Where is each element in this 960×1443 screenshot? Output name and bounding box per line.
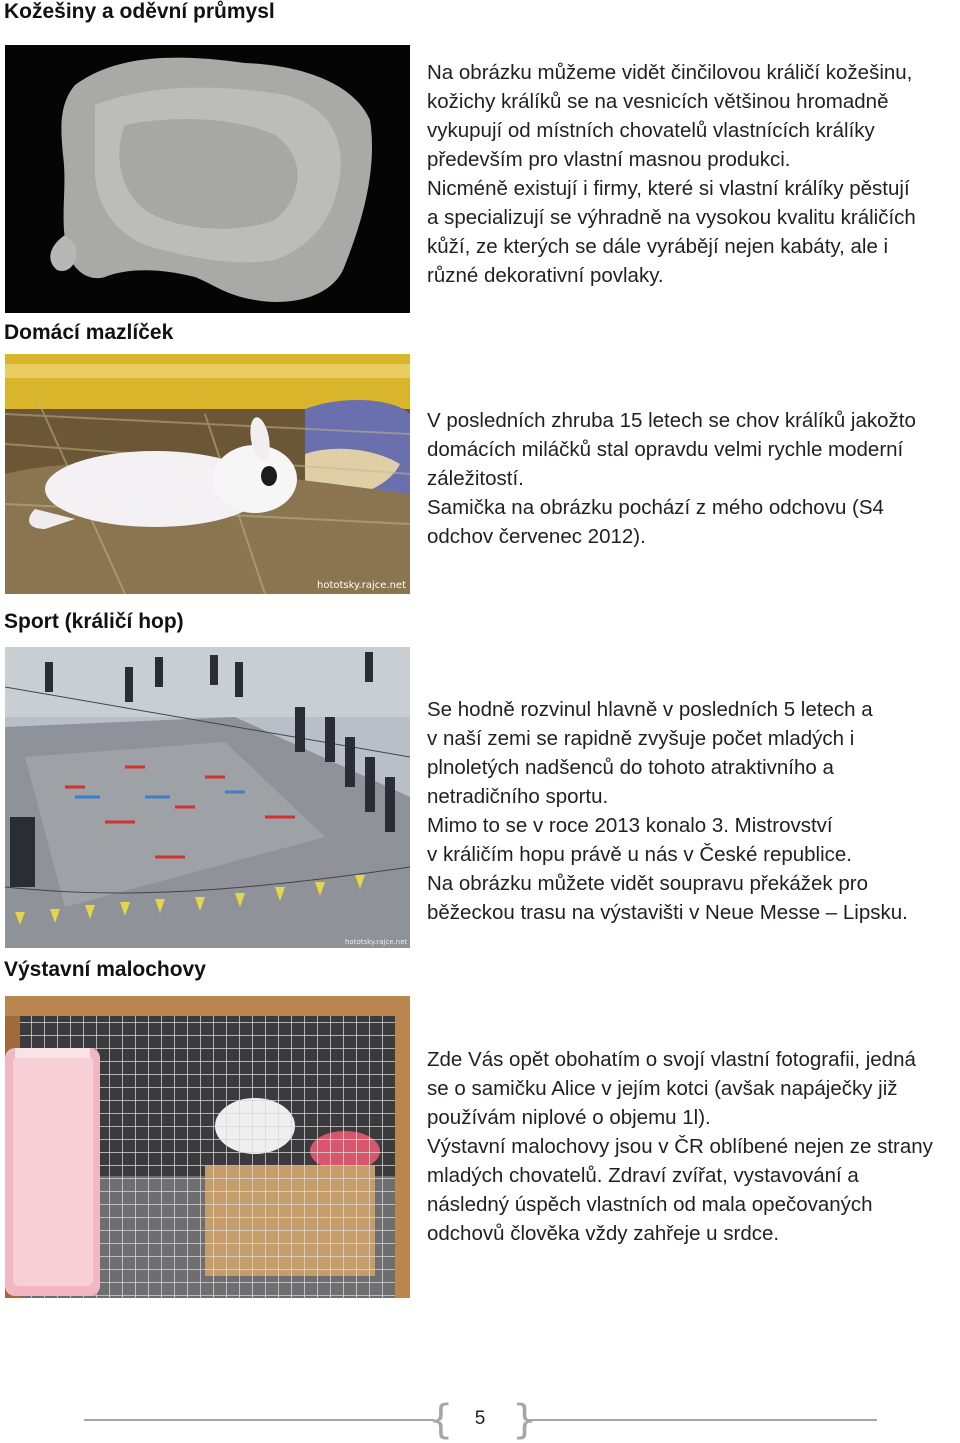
- heading-sport: Sport (králičí hop): [4, 610, 184, 633]
- page-number: 5: [474, 1408, 486, 1429]
- text-line: Nicméně existují i firmy, které si vlastní králíky pěstují: [427, 177, 910, 200]
- text-line: Se hodně rozvinul hlavně v posledních 5 letech a: [427, 698, 873, 721]
- heading-fur-industry: Kožešiny a oděvní průmysl: [4, 0, 275, 23]
- footer-brace-right: }: [512, 1397, 538, 1443]
- photo-watermark: hototsky.rajce.net: [345, 938, 408, 946]
- footer-rule-left: [84, 1419, 434, 1421]
- text-line: kožichy králíků se na vesnicích většinou hromadně: [427, 90, 889, 113]
- text-line: používám niplové o objemu 1l).: [427, 1106, 711, 1129]
- paragraph-sport: [427, 695, 957, 927]
- heading-pet: Domácí mazlíček: [4, 321, 174, 344]
- text-line: odchovů člověka vždy zahřeje u srdce.: [427, 1222, 780, 1245]
- photo-rabbit-cage: [5, 996, 410, 1298]
- text-line: Na obrázku můžeme vidět činčilovou králičí kožešinu,: [427, 61, 913, 84]
- heading-show-breeding: Výstavní malochovy: [4, 958, 206, 981]
- paragraph-show-breeding: [427, 1045, 957, 1248]
- text-line: plnoletých nadšenců do tohoto atraktivního a: [427, 756, 834, 779]
- photo-rabbit-hop-course: [5, 647, 410, 948]
- text-line: v naší zemi se rapidně zvyšuje počet mladých i: [427, 727, 855, 750]
- footer-brace-left: {: [428, 1397, 454, 1443]
- text-line: netradičního sportu.: [427, 785, 609, 808]
- text-line: Na obrázku můžete vidět soupravu překážek pro: [427, 872, 868, 895]
- paragraph-fur-industry: [427, 58, 957, 290]
- text-line: záležitostí.: [427, 467, 524, 490]
- text-line: v králičím hopu právě u nás v České republice.: [427, 843, 853, 866]
- text-line: především pro vlastní masnou produkci.: [427, 148, 791, 171]
- text-line: Samička na obrázku pochází z mého odchovu (S4: [427, 496, 884, 519]
- text-line: běžeckou trasu na výstavišti v Neue Messe – Lipsku.: [427, 901, 908, 924]
- text-line: a specializují se výhradně na vysokou kvalitu králičích: [427, 206, 916, 229]
- text-line: V posledních zhruba 15 letech se chov králíků jakožto: [427, 409, 916, 432]
- text-line: mladých chovatelů. Zdraví zvířat, vystavování a: [427, 1164, 859, 1187]
- text-line: vykupují od místních chovatelů vlastnících králíky: [427, 119, 875, 142]
- text-line: Mimo to se v roce 2013 konalo 3. Mistrovství: [427, 814, 833, 837]
- photo-watermark: hototsky.rajce.net: [317, 580, 406, 591]
- footer-rule-right: [527, 1419, 877, 1421]
- paragraph-pet: [427, 406, 957, 551]
- text-line: kůží, ze kterých se dále vyrábějí nejen kabáty, ale i: [427, 235, 889, 258]
- text-line: Zde Vás opět obohatím o svojí vlastní fotografii, jedná: [427, 1048, 916, 1071]
- text-line: domácích miláčků stal opravdu velmi rychle moderní: [427, 438, 904, 461]
- photo-chinchilla-pelt: [5, 45, 410, 313]
- text-line: odchov červenec 2012).: [427, 525, 646, 548]
- photo-white-rabbit: [5, 354, 410, 594]
- text-line: různé dekorativní povlaky.: [427, 264, 664, 287]
- text-line: následný úspěch vlastních od mala opečovaných: [427, 1193, 873, 1216]
- text-line: Výstavní malochovy jsou v ČR oblíbené nejen ze strany: [427, 1135, 933, 1158]
- text-line: se o samičku Alice v jejím kotci (avšak napáječky již: [427, 1077, 898, 1100]
